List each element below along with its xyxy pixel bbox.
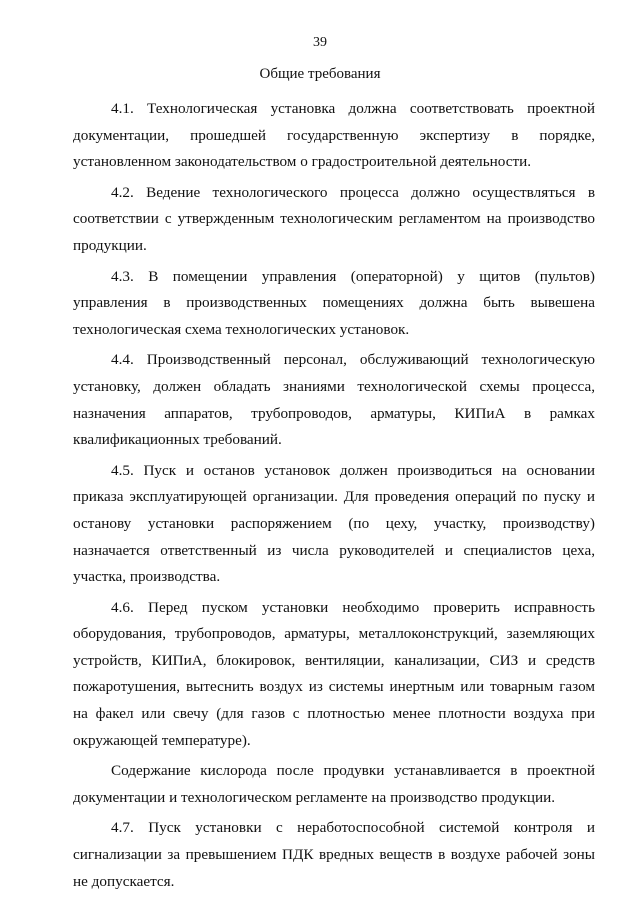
section-heading: Общие требования	[259, 66, 381, 82]
paragraph-4-6: 4.6. Перед пуском установки необходимо проверить исправность оборудования, трубопроводов, арматуры, металлоконструкций, заземляющих устройств, КИПиА, блокировок, вентиляции, канализации, СИЗ и средств пожаротушения, вытеснить воздух из системы инертным или товарным газом на факел или свечу (для газов с плотностью менее плотности воздуха при окружающей температуре).	[73, 598, 595, 749]
paragraph-4-7: 4.7. Пуск установки с неработоспособной системой контроля и сигнализации за превышением ПДК вредных веществ в воздухе рабочей зоны не допускается.	[73, 819, 595, 890]
paragraph-oxygen-content: Содержание кислорода после продувки устанавливается в проектной документации и технологическом регламенте на производство продукции.	[73, 762, 595, 806]
paragraph-4-3: 4.3. В помещении управления (операторной) у щитов (пультов) управления в производственных помещениях должна быть вывешена технологическая схема технологических установок.	[73, 267, 595, 338]
paragraph-4-1: 4.1. Технологическая установка должна соответствовать проектной документации, прошедшей государственную экспертизу в порядке, установленном законодательством о градостроительной деятельности.	[73, 100, 595, 171]
paragraph-4-5: 4.5. Пуск и останов установок должен производиться на основании приказа эксплуатирующей организации. Для проведения операций по пуску и останову установки распоряжением (по цеху, участку, производству) назначается ответственный из числа руководителей и специалистов цеха, участка, производства.	[73, 461, 595, 586]
page-number: 39	[313, 35, 327, 50]
paragraph-4-2: 4.2. Ведение технологического процесса должно осуществляться в соответствии с утвержденным технологическим регламентом на производство продукции.	[73, 183, 595, 254]
paragraph-4-4: 4.4. Производственный персонал, обслуживающий технологическую установку, должен обладать знаниями технологической схемы процесса, назначения аппаратов, трубопроводов, арматуры, КИПиА в рамках квалификационных требований.	[73, 351, 595, 449]
document-body	[73, 96, 595, 899]
